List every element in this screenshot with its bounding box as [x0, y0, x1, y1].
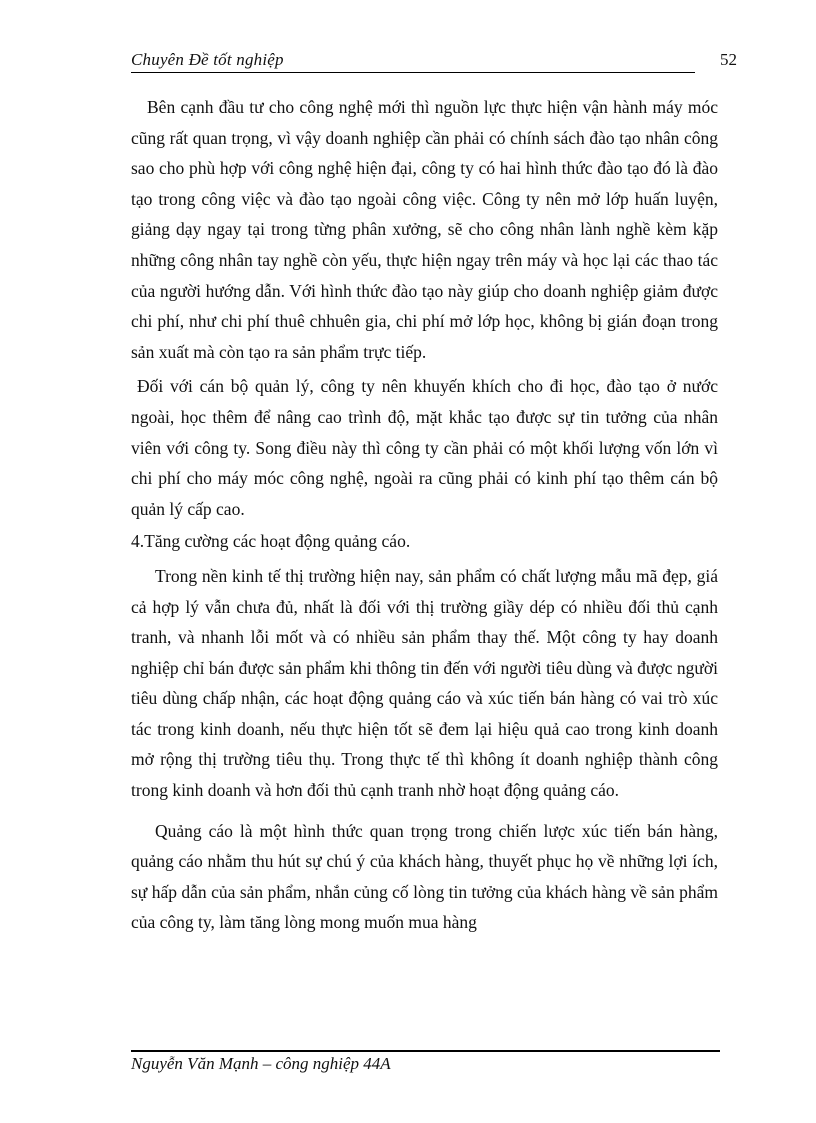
paragraph-training-workers: Bên cạnh đầu tư cho công nghệ mới thì nguồn lực thực hiện vận hành máy móc cũng rất quan trọng, vì vậy doanh nghiệp cần phải có chính sách đào tạo nhân công sao cho phù hợp với công nghệ hiện đại, công ty có hai hình thức đào tạo đó là đào tạo trong công việc và đào tạo ngoài công việc. Công ty nên mở lớp huấn luyện, giảng dạy ngay tại trong từng phân xưởng, sẽ cho công nhân lành nghề kèm kặp những công nhân tay nghề còn yếu, thực hiện ngay trên máy và học lại các thao tác của người hướng dẫn. Với hình thức đào tạo này giúp cho doanh nghiệp giảm được chi phí, như chi phí thuê chhuên gia, chi phí mở lớp học, không bị gián đoạn trong sản xuất mà còn tạo ra sản phẩm trực tiếp.: [131, 97, 718, 362]
paragraph-advertising-role: Quảng cáo là một hình thức quan trọng trong chiến lược xúc tiến bán hàng, quảng cáo nhằm thu hút sự chú ý của khách hàng, thuyết phục họ về những lợi ích, sự hấp dẫn của sản phẩm, nhắn củng cố lòng tin tưởng của khách hàng về sản phẩm của công ty, làm tăng lòng mong muốn mua hàng: [131, 820, 718, 933]
page-header: [131, 46, 737, 74]
paragraph-market-advertising: Trong nền kinh tế thị trường hiện nay, sản phẩm có chất lượng mẫu mã đẹp, giá cả hợp lý vẫn chưa đủ, nhất là đối với thị trường giầy dép có nhiều đối thủ cạnh tranh, và nhanh lỗi mốt và có nhiều sản phẩm thay thế. Một công ty hay doanh nghiệp chỉ bán được sản phẩm khi thông tin đến với người tiêu dùng và được người tiêu dùng chấp nhận, các hoạt động quảng cáo và xúc tiến bán hàng có vai trò xúc tác trong kinh doanh, nếu thực hiện tốt sẽ đem lại hiệu quả cao trong kinh doanh mở rộng thị trường tiêu thụ. Trong thực tế thì không ít doanh nghiệp thành công trong kinh doanh và hơn đối thủ cạnh tranh nhờ hoạt động quảng cáo.: [131, 565, 718, 801]
footer-divider: [131, 1050, 720, 1052]
header-divider: [131, 72, 695, 73]
section-heading-advertising: 4.Tăng cường các hoạt động quảng cáo.: [131, 531, 411, 552]
footer-author: Nguyễn Văn Mạnh – công nghiệp 44A: [131, 1054, 391, 1073]
page-footer: [131, 1048, 720, 1088]
page-number: 52: [720, 50, 737, 69]
document-title: Chuyên Đề tốt nghiệp: [131, 50, 284, 69]
page-body: [131, 92, 718, 938]
paragraph-training-managers: Đối với cán bộ quản lý, công ty nên khuyến khích cho đi học, đào tạo ở nước ngoài, học thêm để nâng cao trình độ, mặt khắc tạo được sự tin tưởng của nhân viên với công ty. Song điều này thì công ty cần phải có một khối lượng vốn lớn vì chi phí cho máy móc công nghệ, ngoài ra cũng phải có kinh phí tạo thêm cán bộ quản lý cấp cao.: [131, 376, 718, 519]
